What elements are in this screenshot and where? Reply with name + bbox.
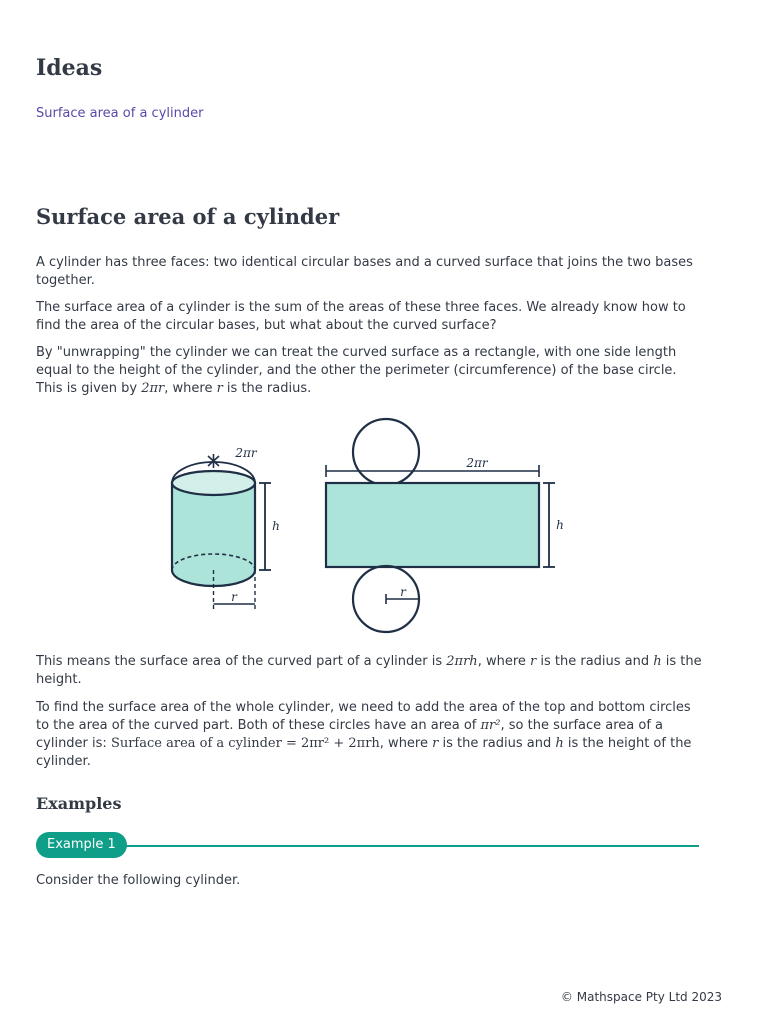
math-h: h [555,736,564,751]
net-top-circle [353,419,419,485]
text: To find the surface area of the whole cylinder, we need to add the area of the top and bottom circles to the area of the curved part. Both of these circles have an area of [36,700,691,733]
math-2pirh: 2πrh [446,654,478,669]
copyright: © Mathspace Pty Ltd 2023 [560,990,722,1004]
math-r: r [216,381,223,396]
text: is the height. [36,654,702,687]
paragraph-unwrapping [36,344,706,398]
circumference-label: 2πr [235,446,257,460]
text: , where [477,654,531,669]
text: , where [379,736,433,751]
cylinder-figure [172,446,280,609]
net-radius-label: r [400,585,406,599]
text: This means the surface area of the curved part of a cylinder is [36,654,447,669]
math-pir2: πr² [480,718,501,733]
ideas-heading: Ideas [36,55,103,81]
paragraph-sum-of-areas: The surface area of a cylinder is the sum of the areas of these three faces. We already know how to find the area of the circular bases, but what about the curved surface? [36,300,686,333]
paragraph-curved-area [36,653,706,689]
cylinder-net-diagram [160,414,580,634]
net-height-label: h [556,518,564,532]
text: is the height of the cylinder. [36,736,692,769]
examples-heading: Examples [36,794,122,813]
math-r: r [530,654,537,669]
text: , so the surface area of a cylinder is: [36,718,664,751]
net-rectangle [326,483,539,567]
text: is the radius. [222,381,312,396]
example-1-text: Consider the following cylinder. [36,873,241,888]
paragraph-three-faces: A cylinder has three faces: two identical circular bases and a curved surface that joins the two bases together. [36,255,693,288]
text: is the radius and [438,736,556,751]
math-surface-area-formula: Surface area of a cylinder = 2πr² + 2πrh [110,736,380,751]
example-1-badge: Example 1 [36,832,127,858]
paragraph-total-surface-area [36,699,706,771]
text: is the radius and [536,654,654,669]
text: , where [164,381,217,396]
height-label: h [272,519,280,533]
text: By "unwrapping" the cylinder we can treat the curved surface as a rectangle, with one side length equal to the height of the cylinder, and the other the perimeter (circumference) of the base circle. This is given by [36,345,677,396]
ideas-link-surface-area[interactable]: Surface area of a cylinder [36,106,204,121]
net-circumference-label: 2πr [466,456,488,470]
section-title: Surface area of a cylinder [36,204,340,229]
radius-label: r [231,590,237,604]
math-h: h [653,654,662,669]
example-divider [110,845,699,847]
cylinder-top-ellipse [172,471,255,495]
math-2pir: 2πr [141,381,165,396]
net-figure [326,419,564,632]
math-r: r [432,736,439,751]
